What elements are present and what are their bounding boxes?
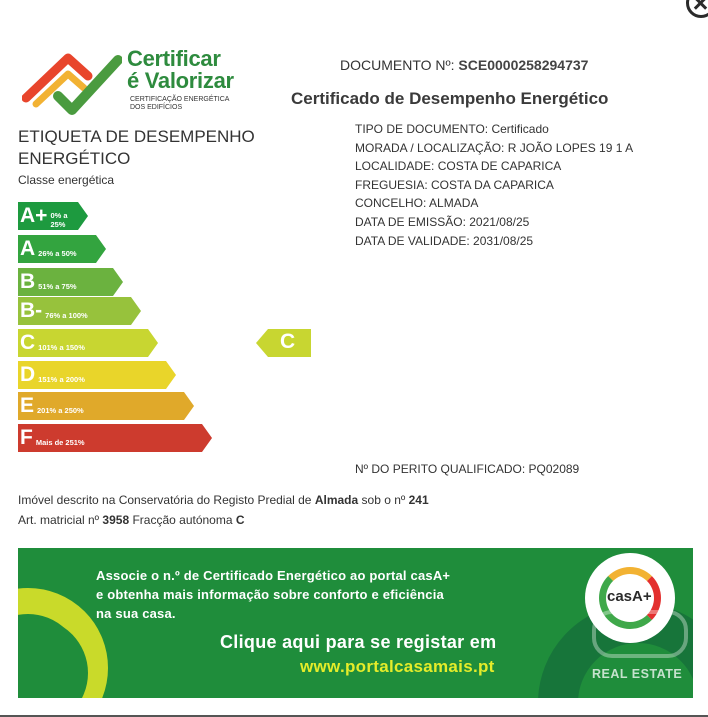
registry-conservatory: Almada bbox=[314, 493, 359, 507]
logo-subtitle-line1: CERTIFICAÇÃO ENERGÉTICA bbox=[130, 96, 230, 103]
banner-cta[interactable]: Clique aqui para se registar em bbox=[220, 632, 497, 652]
scale-letter: A bbox=[20, 237, 36, 260]
energy-class-marker bbox=[268, 329, 311, 357]
scale-bar-a bbox=[18, 235, 96, 263]
casa-logo-text: casA+ bbox=[607, 588, 652, 605]
scale-letter: B- bbox=[20, 299, 43, 322]
scale-letter: E bbox=[20, 394, 35, 417]
property-matrix bbox=[18, 513, 245, 527]
info-issue-date: DATA DE EMISSÃO: 2021/08/25 bbox=[355, 214, 530, 229]
scale-letter: C bbox=[20, 331, 36, 354]
scale-range: 101% a 150% bbox=[38, 342, 85, 352]
scale-letter: A+ bbox=[20, 204, 48, 227]
property-registry bbox=[18, 493, 429, 507]
document-number bbox=[340, 57, 588, 73]
document-title: Certificado de Desempenho Energético bbox=[291, 89, 609, 108]
registry-number: 241 bbox=[408, 493, 429, 507]
scale-letter: D bbox=[20, 363, 36, 386]
info-address: MORADA / LOCALIZAÇÃO: R JOÃO LOPES 19 1 A bbox=[355, 140, 634, 155]
scale-bar-b-minus bbox=[18, 297, 131, 325]
scale-range: 201% a 250% bbox=[37, 405, 84, 415]
logo-subtitle-line2: DOS EDIFÍCIOS bbox=[130, 104, 183, 111]
scale-bar-f bbox=[18, 424, 202, 452]
scale-range: 76% a 100% bbox=[45, 310, 88, 320]
scale-letter: B bbox=[20, 270, 36, 293]
matrix-fraction: C bbox=[235, 513, 245, 527]
banner-url-link[interactable]: www.portalcasamais.pt bbox=[300, 657, 495, 676]
scale-bar-c bbox=[18, 329, 148, 357]
watermark-logo-icon bbox=[592, 610, 688, 658]
scale-bar-a-plus bbox=[18, 202, 78, 230]
logo-title-line2: é Valorizar bbox=[127, 68, 234, 93]
info-document-type: TIPO DE DOCUMENTO: Certificado bbox=[355, 122, 549, 136]
banner-line3: na sua casa. bbox=[96, 606, 176, 621]
expert-number: Nº DO PERITO QUALIFICADO: PQ02089 bbox=[355, 462, 580, 476]
energy-scale bbox=[18, 191, 311, 460]
logo-title-line1: Certificar bbox=[127, 46, 221, 71]
scale-bar-d bbox=[18, 361, 166, 389]
scale-range: 26% a 50% bbox=[38, 248, 77, 258]
document-number-label: DOCUMENTO Nº: bbox=[340, 57, 455, 73]
scale-range: 151% a 200% bbox=[38, 374, 85, 384]
info-locality: LOCALIDADE: COSTA DE CAPARICA bbox=[355, 159, 562, 174]
scale-bar-e bbox=[18, 392, 184, 420]
scale-letter: F bbox=[20, 426, 33, 449]
scale-bar-b bbox=[18, 268, 113, 296]
label-title: ETIQUETA DE DESEMPENHO ENERGÉTICO bbox=[18, 127, 255, 168]
info-parish: FREGUESIA: COSTA DA CAPARICA bbox=[355, 177, 554, 192]
watermark-text: REAL ESTATE bbox=[592, 667, 683, 681]
scale-range: Mais de 251% bbox=[35, 437, 85, 447]
info-municipality: CONCELHO: ALMADA bbox=[355, 196, 479, 211]
matrix-text: Art. matricial nº bbox=[18, 513, 100, 527]
banner-line2: e obtenha mais informação sobre conforto e eficiência bbox=[96, 587, 444, 602]
logo-house-check-icon bbox=[22, 46, 122, 118]
matrix-article: 3958 bbox=[102, 513, 130, 527]
real-estate-watermark bbox=[592, 610, 692, 680]
registry-text: Imóvel descrito na Conservatória do Registo Predial de bbox=[18, 493, 312, 507]
sce-logo bbox=[22, 46, 252, 118]
document-number-value: SCE0000258294737 bbox=[458, 57, 589, 73]
info-expiry-date: DATA DE VALIDADE: 2031/08/25 bbox=[355, 233, 534, 248]
close-icon[interactable] bbox=[686, 0, 708, 18]
scale-range: 0% a 25% bbox=[50, 211, 68, 229]
energy-class-value: C bbox=[280, 330, 296, 353]
registry-text: sob o nº bbox=[361, 493, 406, 507]
energy-class-label: Classe energética bbox=[18, 173, 115, 187]
document-info bbox=[355, 120, 633, 250]
matrix-text: Fracção autónoma bbox=[132, 513, 233, 527]
banner-line1: Associe o n.º de Certificado Energético ao portal casA+ bbox=[96, 568, 451, 583]
scale-range: 51% a 75% bbox=[38, 281, 77, 291]
